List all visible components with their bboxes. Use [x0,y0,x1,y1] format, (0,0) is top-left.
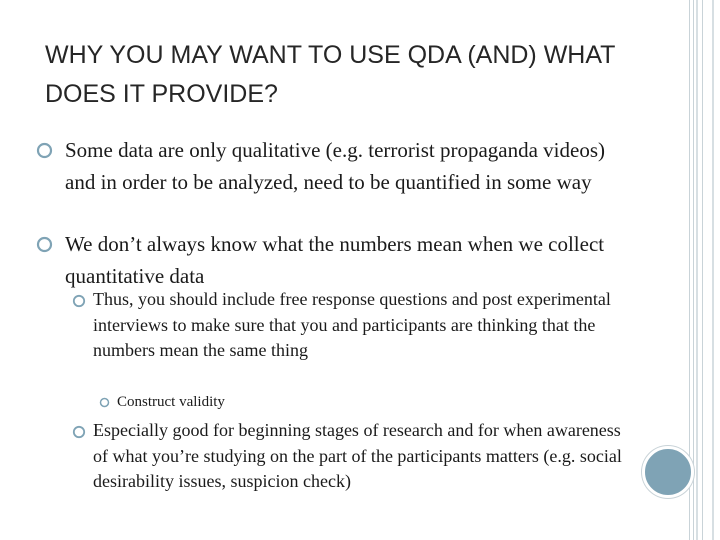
sub-bullet-text: Thus, you should include free response questions and post experimental interviews to make sure that you and participants are thinking that the numbers mean the same thing [93,289,611,360]
bullet-item [36,229,630,292]
sub-bullet-item [72,287,633,364]
circle-bullet-icon [72,294,86,308]
right-border-line [693,0,694,540]
bullet-item [36,135,630,198]
sub-bullet-text: Especially good for beginning stages of research and for when awareness of what you’re studying on the part of the participants matters (e.g. social desirability issues, suspicion check) [93,420,622,491]
decorative-circle [642,446,694,498]
circle-bullet-icon [99,397,110,408]
circle-bullet-icon [36,142,53,159]
slide-title: WHY YOU MAY WANT TO USE QDA (AND) WHAT DOES IT PROVIDE? [45,41,615,108]
circle-bullet-icon [36,236,53,253]
sub-sub-bullet-text: Construct validity [117,394,225,410]
right-border-line [712,0,714,540]
bullet-text: We don’t always know what the numbers mean when we collect quantitative data [65,232,605,288]
sub-sub-bullet-item [99,392,517,412]
bullet-text: Some data are only qualitative (e.g. terrorist propaganda videos) and in order to be analyzed, need to be quantified in some way [65,138,605,194]
right-border-line [702,0,703,540]
right-border-line [696,0,698,540]
circle-bullet-icon [72,425,86,439]
sub-bullet-item [72,418,633,495]
